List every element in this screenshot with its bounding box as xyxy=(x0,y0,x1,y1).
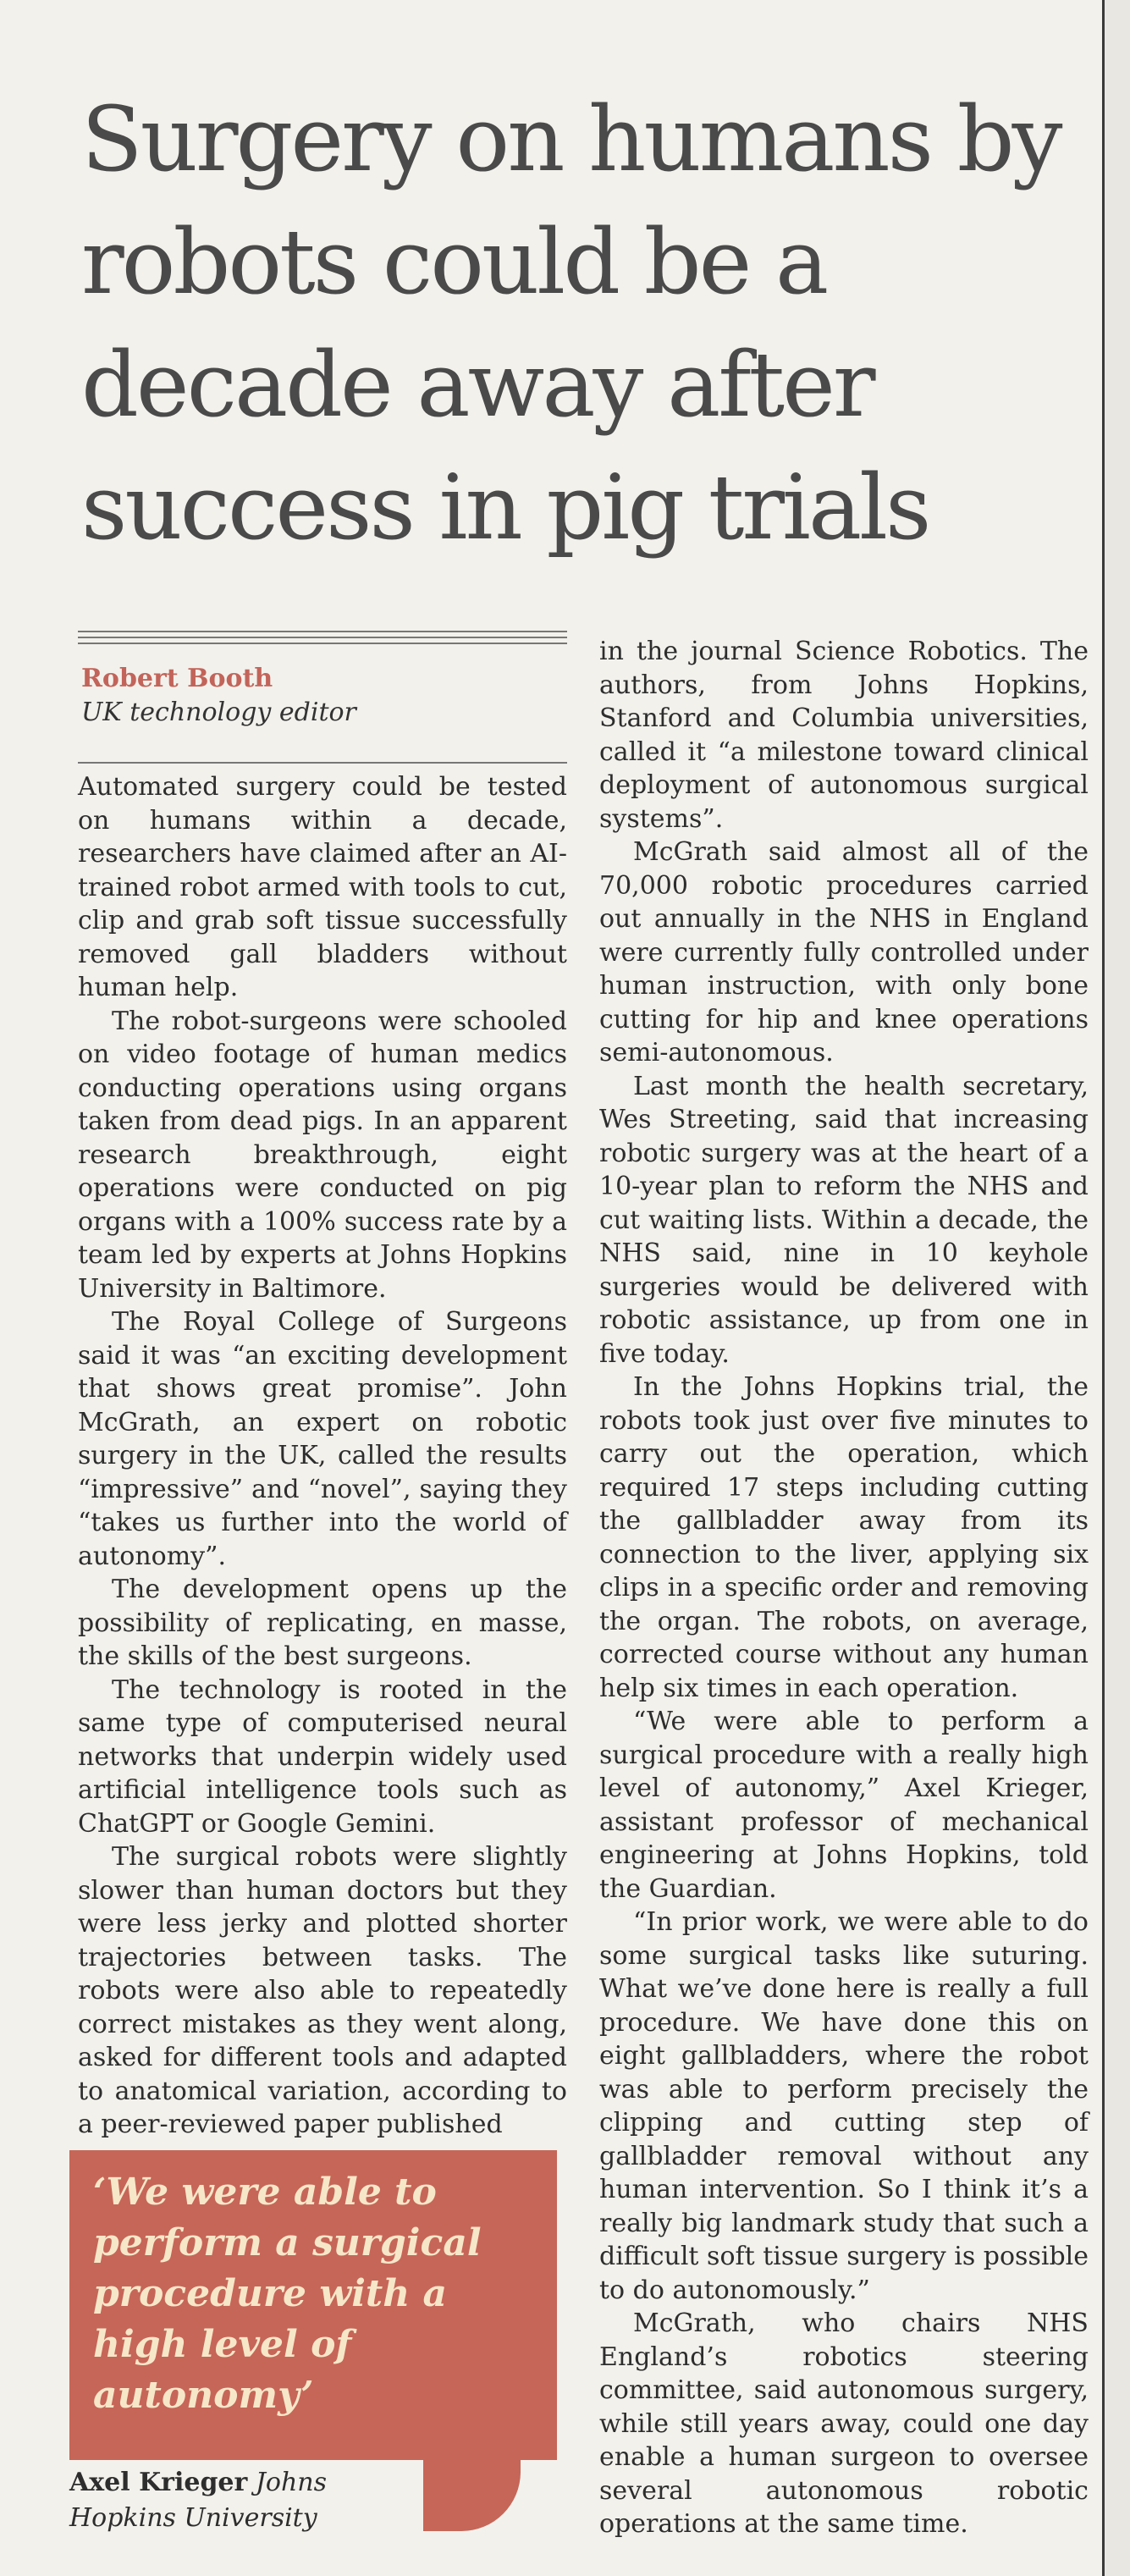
body-column-left xyxy=(78,770,567,2142)
author-role: UK technology editor xyxy=(81,698,356,727)
paragraph: The robot-surgeons were schooled on video footage of human medics conducting operations using organs taken from dead pigs. In an apparent research breakthrough, eight operations were conducted on pig organs with a 100% success rate by a team led by experts at Johns Hopkins University in Baltimore. xyxy=(78,1006,567,1304)
paragraph: McGrath, who chairs NHS England’s robotics steering committee, said autonomous surgery, while still years away, could one day enable a human surgeon to oversee several autonomous robotic operations at the same time. xyxy=(599,2308,1089,2539)
paragraph: The Royal College of Surgeons said it was “an exciting development that shows great promise”. John McGrath, an expert on robotic surgery in the UK, called the results “impressive” and “novel”, saying they “takes us further into the world of autonomy”. xyxy=(78,1307,567,1571)
paragraph: Last month the health secretary, Wes Streeting, said that increasing robotic surgery was at the heart of a 10-year plan to reform the NHS and cut waiting lists. Within a decade, the NHS said, nine in 10 keyhole surgeries would be delivered with robotic assistance, up from one in five today. xyxy=(599,1071,1089,1369)
paragraph: The development opens up the possibility of replicating, en masse, the skills of the best surgeons. xyxy=(78,1575,567,1671)
paragraph: The technology is rooted in the same type of computerised neural networks that underpin widely used artificial intelligence tools such as ChatGPT or Google Gemini. xyxy=(78,1674,567,1839)
adjacent-page-edge xyxy=(1102,0,1130,2576)
byline-divider xyxy=(78,762,567,764)
paragraph: The surgical robots were slightly slower than human doctors but they were less jerky and plotted shorter trajectories between tasks. The robots were also able to repeatedly correct mistakes as they went along, asked for different tools and adapted to anatomical variation, according to a peer-reviewed paper published xyxy=(78,1842,567,2139)
paragraph: McGrath said almost all of the 70,000 robotic procedures carried out annually in the NHS in England were currently fully controlled under human instruction, with only bone cutting for hip and knee operations semi-autonomous. xyxy=(599,837,1089,1067)
headline: Surgery on humans by robots could be a decade away after success in pig trials xyxy=(81,87,1061,560)
byline-top-rules xyxy=(78,631,567,648)
pull-quote-text: ‘We were able to perform a surgical procedure with a high level of autonomy’ xyxy=(93,2171,482,2417)
pull-quote-tail xyxy=(423,2455,521,2531)
quote-author-name: Axel Krieger xyxy=(69,2468,248,2497)
paragraph: “In prior work, we were able to do some surgical tasks like suturing. What we’ve done here is really a full procedure. We have done this on eight gallbladders, where the robot was able to perform precisely the clipping and cutting step of gallbladder removal without any human intervention. So I think it’s a really big landmark study that such a difficult soft tissue surgery is possible to do autonomously.” xyxy=(599,1907,1089,2305)
byline xyxy=(81,662,564,730)
paragraph: Automated surgery could be tested on humans within a decade, researchers have claimed after an AI-trained robot armed with tools to cut, clip and grab soft tissue successfully removed gall bladders without human help. xyxy=(78,772,567,1002)
paragraph: in the journal Science Robotics. The authors, from Johns Hopkins, Stanford and Columbia universities, called it “a milestone toward clinical deployment of autonomous surgical systems”. xyxy=(599,637,1089,834)
body-column-right xyxy=(599,635,1089,2541)
pull-quote-attribution xyxy=(69,2465,425,2536)
author-name: Robert Booth xyxy=(81,664,273,693)
paragraph: “We were able to perform a surgical procedure with a really high level of autonomy,” Axel Krieger, assistant professor of mechanical engineering at Johns Hopkins, told the Guardian. xyxy=(599,1707,1089,1904)
paragraph: In the Johns Hopkins trial, the robots took just over five minutes to carry out the operation, which required 17 steps including cutting the gallbladder away from its connection to the liver, applying six clips in a specific order and removing the organ. The robots, on average, corrected course without any human help six times in each operation. xyxy=(599,1372,1089,1703)
quote-author-affiliation: Johns Hopkins University xyxy=(69,2468,328,2533)
